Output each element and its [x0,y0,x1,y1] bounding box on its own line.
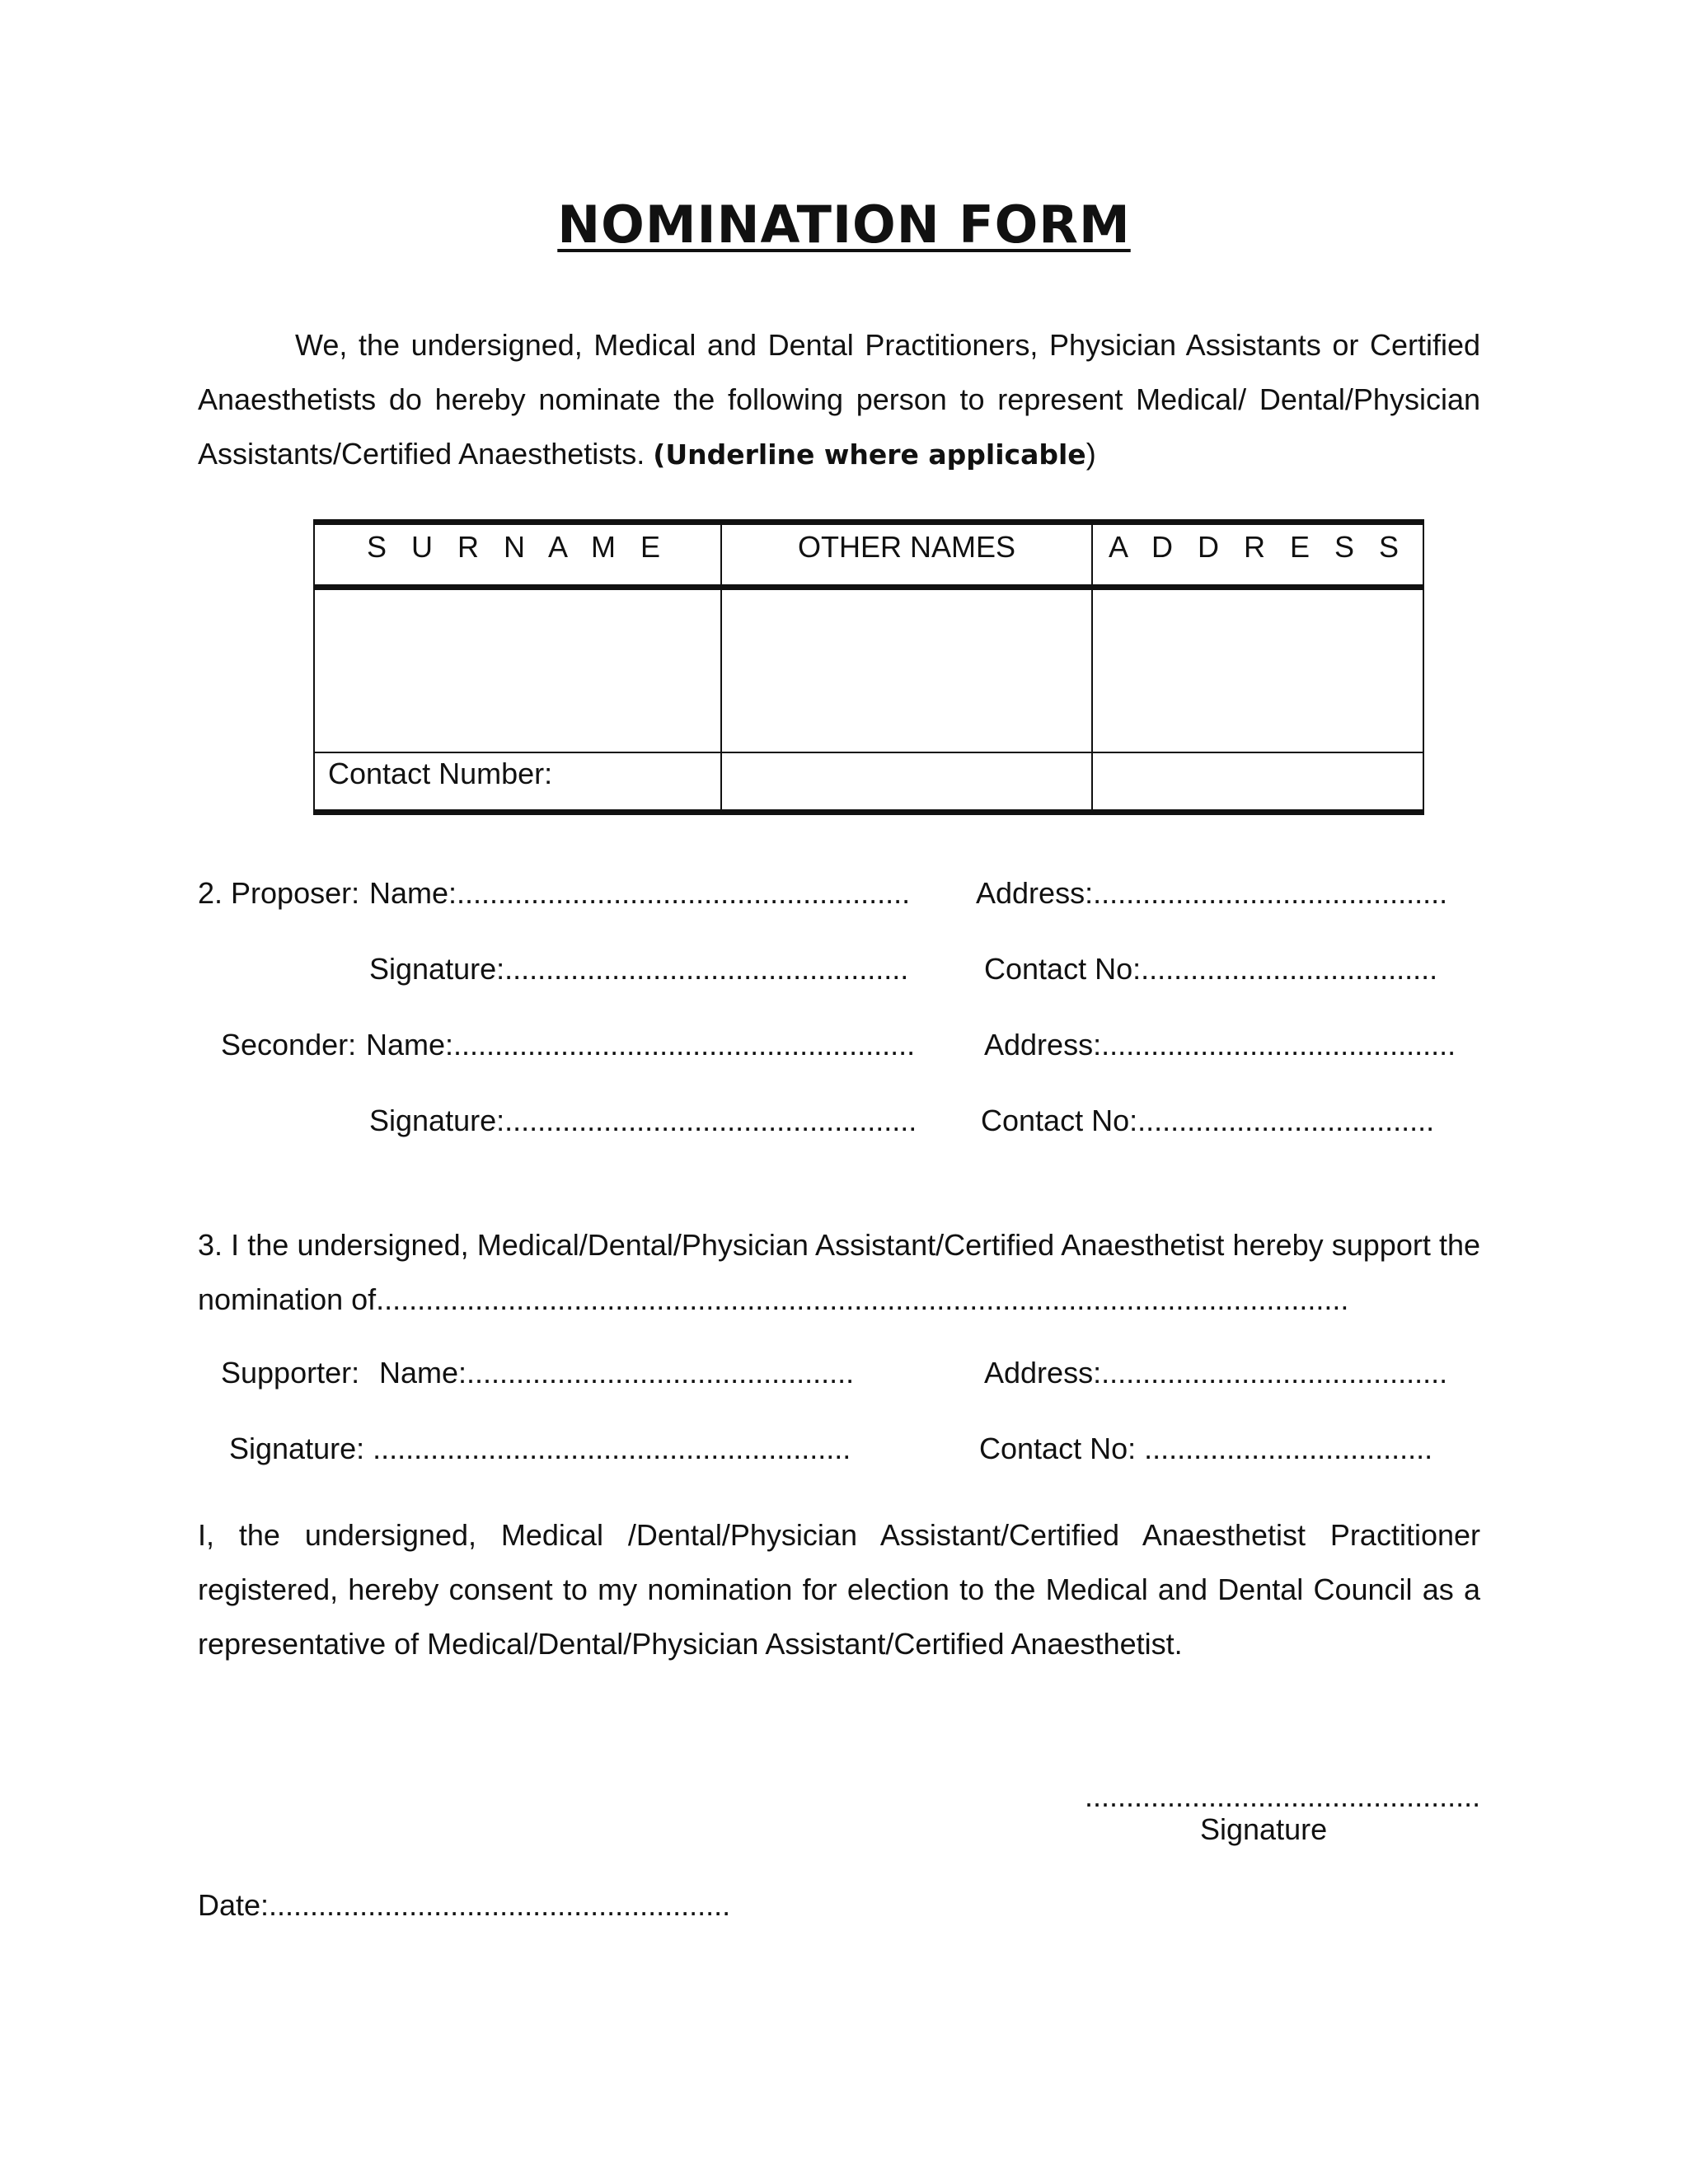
seconder-name-field[interactable]: Name:........................................................ [366,1028,916,1062]
contact-number-label: Contact Number: [314,752,721,813]
supporter-label: Supporter: [221,1356,360,1390]
header-surname: S U R N A M E [314,523,721,588]
supporter-signature-field[interactable]: Signature: .......................................................... [229,1432,851,1465]
form-title-text: NOMINATION FORM [557,194,1131,255]
seconder-signature-field[interactable]: Signature:.................................................. [369,1104,917,1137]
signature-line[interactable]: ................................................ [1085,1779,1481,1813]
address-cell[interactable] [1092,588,1423,753]
intro-paragraph [198,318,1480,482]
signature-label: Signature [1200,1812,1328,1846]
seconder-label: Seconder: [221,1028,357,1062]
supporter-address-field[interactable]: Address:.......................................... [984,1356,1448,1390]
supporter-contact-field[interactable]: Contact No: ................................... [979,1432,1433,1465]
proposer-contact-field[interactable]: Contact No:.................................... [984,952,1438,986]
proposer-signature-field[interactable]: Signature:................................................. [369,952,909,986]
surname-cell[interactable] [314,588,721,753]
proposer-section-label: 2. Proposer: [198,876,360,910]
supporter-name-field[interactable]: Name:............................................... [379,1356,855,1390]
proposer-address-field[interactable]: Address:........................................... [976,876,1448,910]
proposer-name-field[interactable]: Name:....................................................... [369,876,911,910]
contact-number-cell-1[interactable] [721,752,1092,813]
other-names-cell[interactable] [721,588,1092,753]
seconder-address-field[interactable]: Address:........................................... [984,1028,1456,1062]
consent-paragraph: I, the undersigned, Medical /Dental/Physician Assistant/Certified Anaesthetist Practitioner registered, hereby consent to my nomination for election to the Medical and Dental Council as a representative of Medical/Dental/Physician Assistant/Certified Anaesthetist. [198,1518,1480,1661]
header-other-names: OTHER NAMES [721,523,1092,588]
date-field[interactable]: Date:........................................................ [198,1888,731,1922]
form-title [0,196,1688,254]
intro-emphasis: (Underline where applicable [653,438,1086,471]
header-address: A D D R E S S [1092,523,1423,588]
nominee-table [313,519,1424,815]
contact-number-cell-2[interactable] [1092,752,1423,813]
intro-closing: ) [1085,437,1096,471]
intro-text: We, the undersigned, Medical and Dental Practitioners, Physician Assistants or Certified Anaesthetists do hereby nominate the following person to represent Medical/ Dental/Physician Assistants/Certified Anaesthetists. [198,328,1480,471]
support-paragraph: 3. I the undersigned, Medical/Dental/Physician Assistant/Certified Anaesthetist hereby support the nomination of...................................................................................................................... [198,1228,1480,1316]
seconder-contact-field[interactable]: Contact No:.................................... [981,1104,1435,1137]
